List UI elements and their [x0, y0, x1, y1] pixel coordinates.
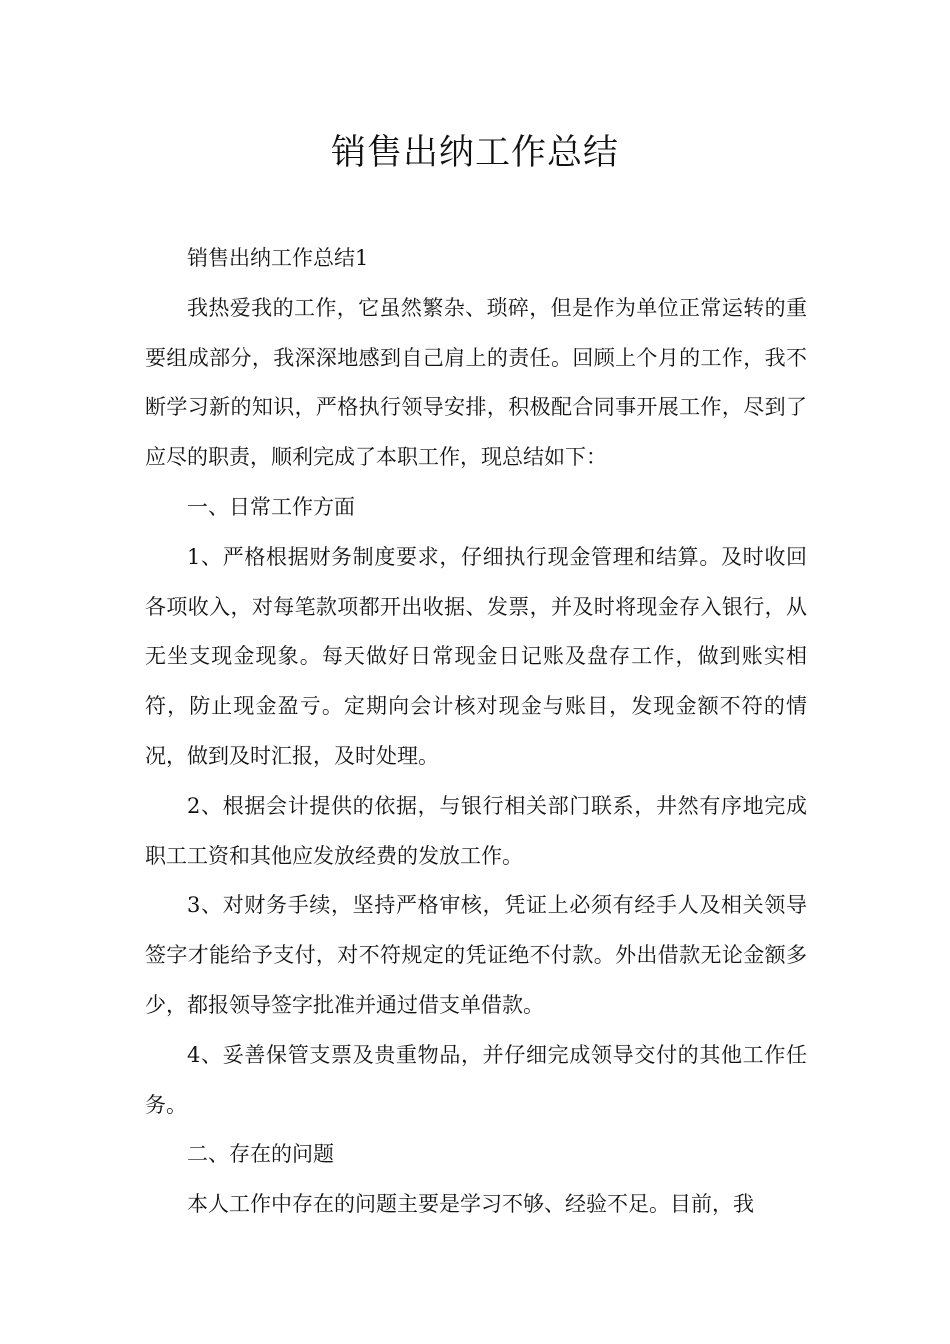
section-heading: 销售出纳工作总结1 [187, 246, 369, 270]
document-body [145, 234, 807, 1230]
document-title: 销售出纳工作总结 [330, 133, 619, 173]
paragraph: 3、对财务手续，坚持严格审核，凭证上必须有经手人及相关领导签字才能给予支付，对不符规定的凭证绝不付款。外出借款无论金额多少，都报领导签字批准并通过借支单借款。 [145, 893, 807, 1017]
paragraph: 4、妥善保管支票及贵重物品，并仔细完成领导交付的其他工作任务。 [145, 1042, 807, 1117]
section-heading: 二、存在的问题 [187, 1142, 334, 1167]
section-heading: 一、日常工作方面 [187, 494, 355, 519]
paragraph: 2、根据会计提供的依据，与银行相关部门联系，井然有序地完成职工工资和其他应发放经费的发放工作。 [145, 793, 807, 868]
paragraph: 1、严格根据财务制度要求，仔细执行现金管理和结算。及时收回各项收入，对每笔款项都开出收据、发票，并及时将现金存入银行，从无坐支现金现象。每天做好日常现金日记账及盘存工作，做到账实相符，防止现金盈亏。定期向会计核对现金与账目，发现金额不符的情况，做到及时汇报，及时处理。 [145, 544, 807, 768]
paragraph: 本人工作中存在的问题主要是学习不够、经验不足。目前，我 [187, 1192, 754, 1217]
paragraph: 我热爱我的工作，它虽然繁杂、琐碎，但是作为单位正常运转的重要组成部分，我深深地感到自己肩上的责任。回顾上个月的工作，我不断学习新的知识，严格执行领导安排，积极配合同事开展工作，尽到了应尽的职责，顺利完成了本职工作，现总结如下： [145, 295, 807, 470]
